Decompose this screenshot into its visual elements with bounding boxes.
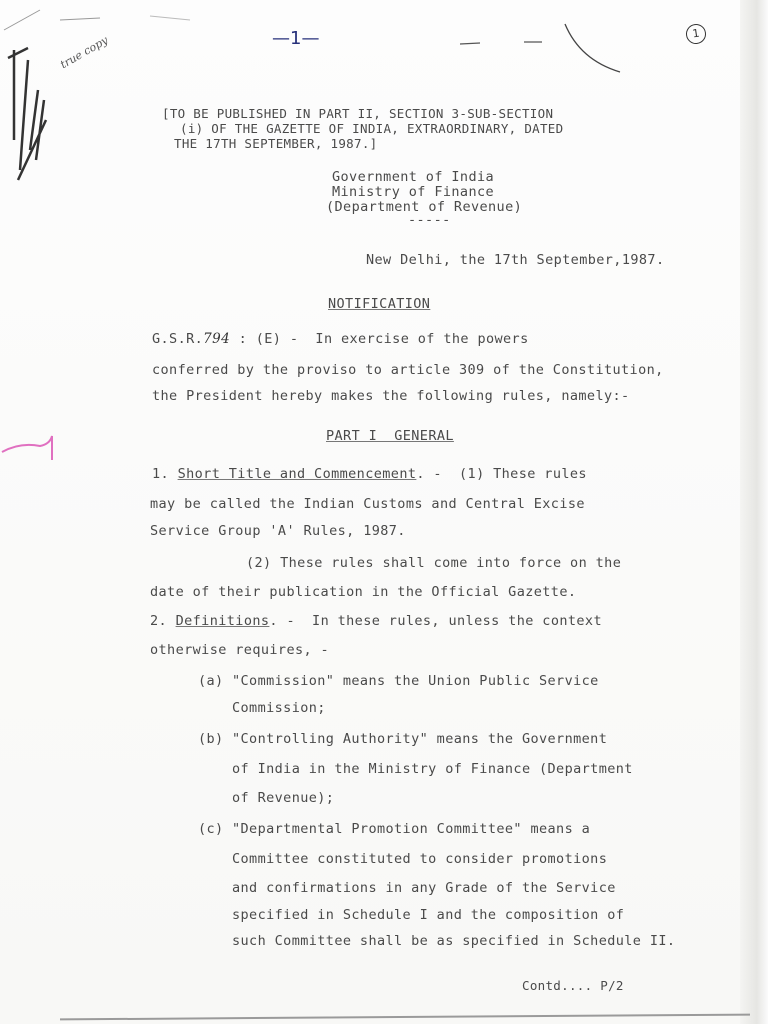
pencil-arc-icon — [0, 0, 768, 120]
rule-1-sub2-line-1: (2) These rules shall come into force on the — [246, 555, 622, 571]
rule-1-line-3: Service Group 'A' Rules, 1987. — [150, 523, 406, 539]
issuer-government: Government of India — [332, 169, 495, 185]
dateline: New Delhi, the 17th September,1987. — [366, 252, 665, 268]
rule-2-heading-line — [150, 613, 602, 629]
pink-highlight-mark-icon — [0, 432, 60, 462]
rule-1-line-2: may be called the Indian Customs and Central Excise — [150, 496, 585, 512]
issuer-department: (Department of Revenue) — [326, 199, 523, 215]
true-copy-stamp: true copy — [58, 33, 111, 72]
gazette-header-line-1: [TO BE PUBLISHED IN PART II, SECTION 3-SUB-SECTION — [162, 106, 554, 121]
part-heading: PART I GENERAL — [326, 428, 454, 444]
rule-2-number: 2. — [150, 613, 176, 629]
gsr-suffix: : (E) - In exercise of the powers — [230, 331, 529, 347]
gsr-prefix: G.S.R. — [152, 331, 204, 347]
rule-1-heading: Short Title and Commencement — [177, 466, 417, 482]
definition-c-line-3: and confirmations in any Grade of the Service — [232, 880, 616, 896]
definition-c-line-2: Committee constituted to consider promotions — [232, 851, 608, 867]
issuer-separator: ----- — [408, 212, 451, 228]
rule-1-sub2-line-2: date of their publication in the Official Gazette. — [150, 584, 577, 600]
definition-a-line-1: "Commission" means the Union Public Service — [232, 673, 599, 689]
rule-2-heading: Definitions — [175, 613, 270, 629]
rule-2-heading-tail: . - In these rules, unless the context — [269, 613, 602, 629]
page-edge-shadow — [740, 0, 768, 1024]
rule-1-heading-tail: . - (1) These rules — [416, 466, 587, 482]
definition-a-label: (a) — [198, 673, 224, 689]
gsr-line — [152, 331, 529, 347]
rule-1-number: 1. — [152, 466, 178, 482]
rule-1-heading-line — [152, 466, 587, 482]
notification-title: NOTIFICATION — [328, 296, 431, 312]
page-number: —1— — [272, 28, 320, 49]
page-bottom-edge — [60, 1014, 750, 1021]
gazette-header-line-2: (i) OF THE GAZETTE OF INDIA, EXTRAORDINARY, DATED — [180, 121, 564, 136]
definition-b-line-3: of Revenue); — [232, 790, 335, 806]
preamble-line-3: the President hereby makes the following rules, namely:- — [152, 388, 630, 404]
continued-marker: Contd.... P/2 — [522, 978, 624, 993]
gsr-number: 794 — [203, 331, 231, 347]
definition-b-label: (b) — [198, 731, 224, 747]
definition-c-line-1: "Departmental Promotion Committee" means a — [232, 821, 591, 837]
definition-c-line-4: specified in Schedule I and the composition of — [232, 907, 625, 923]
definition-c-line-5: such Committee shall be as specified in Schedule II. — [232, 933, 676, 949]
issuer-ministry: Ministry of Finance — [332, 184, 495, 200]
preamble-line-2: conferred by the proviso to article 309 of the Constitution, — [152, 362, 664, 378]
gazette-header-line-3: THE 17TH SEPTEMBER, 1987.] — [174, 136, 378, 151]
circled-page-number: 1 — [685, 23, 708, 46]
definition-b-line-2: of India in the Ministry of Finance (Department — [232, 761, 633, 777]
definition-a-line-2: Commission; — [232, 700, 326, 716]
definition-c-label: (c) — [198, 821, 224, 837]
definition-b-line-1: "Controlling Authority" means the Government — [232, 731, 608, 747]
rule-2-line-2: otherwise requires, - — [150, 642, 330, 658]
